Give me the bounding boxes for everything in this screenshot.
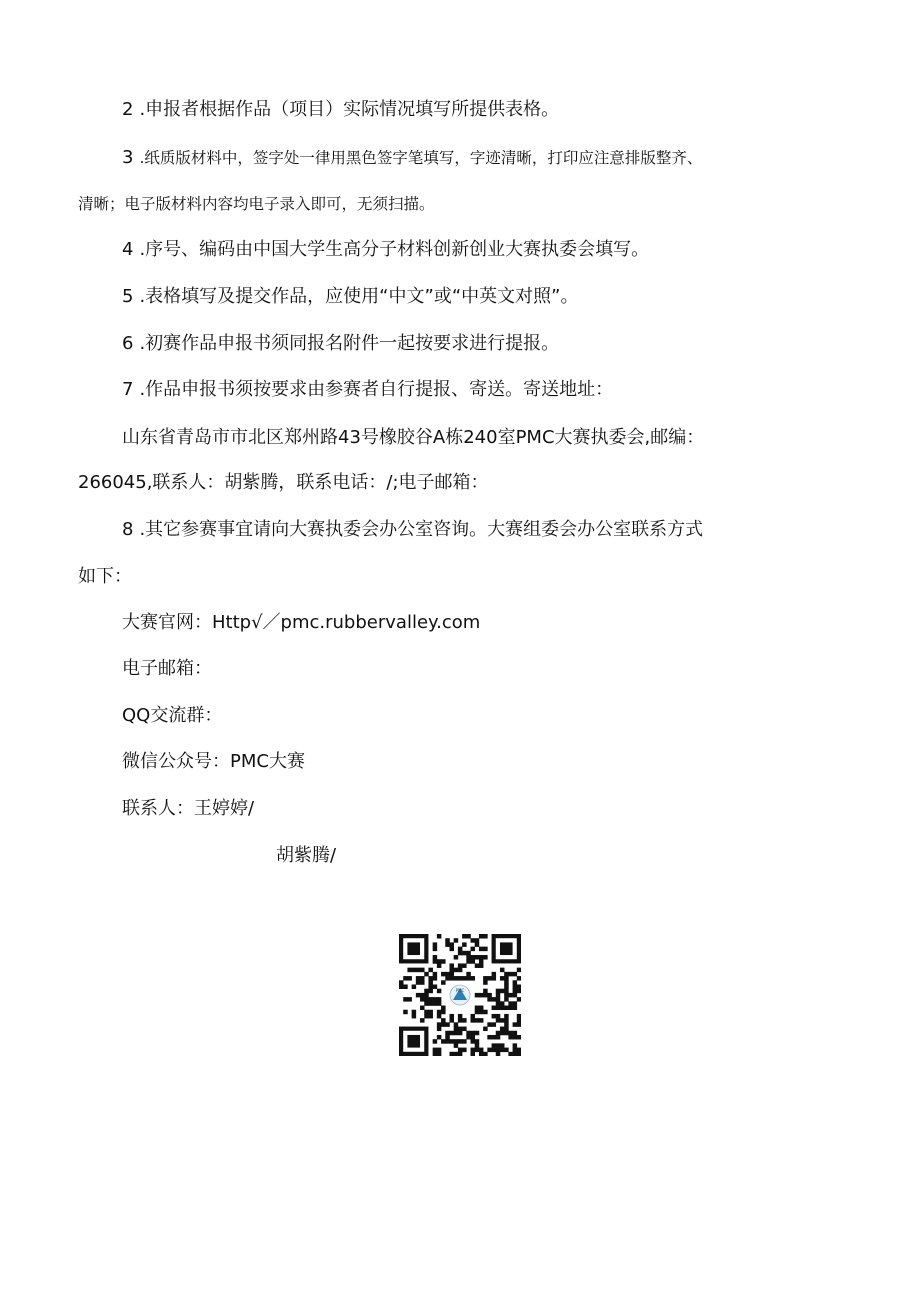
item-number: 4 — [122, 239, 134, 260]
item-text: .作品申报书须按要求由参赛者自行提报、寄送。寄送地址： — [139, 379, 614, 400]
qq-group-line: QQ交流群： — [122, 705, 223, 726]
item-3 — [122, 146, 702, 170]
item-6 — [122, 332, 559, 356]
item-8 — [122, 518, 703, 542]
address-line-1: 山东省青岛市市北区郑州路43号橡胶谷A栋240室PMC大赛执委会,邮编： — [122, 427, 705, 448]
item-text: .初赛作品申报书须同报名附件一起按要求进行提报。 — [139, 333, 560, 354]
item-number: 2 — [122, 99, 134, 120]
item-text: .表格填写及提交作品，应使用“中文”或“中英文对照”。 — [139, 286, 579, 307]
contact-person-1: 联系人：王婷婷/ — [122, 798, 255, 819]
item-text: .申报者根据作品（项目）实际情况填写所提供表格。 — [139, 99, 560, 120]
address-line-2: 266045,联系人：胡紫腾，联系电话：/;电子邮箱： — [78, 472, 489, 493]
item-number: 6 — [122, 333, 134, 354]
website-link[interactable]: 大赛官网：Http√／pmc.rubbervalley.com — [122, 612, 481, 633]
email-line: 电子邮箱： — [122, 658, 212, 679]
qr-logo-text: PMC — [455, 988, 465, 993]
item-text-continued: 如下： — [78, 566, 132, 587]
item-number: 7 — [122, 379, 134, 400]
item-number: 8 — [122, 519, 134, 540]
contact-person-2: 胡紫腾/ — [276, 845, 337, 866]
item-5 — [122, 285, 578, 309]
item-number: 3 — [122, 147, 134, 168]
wechat-line: 微信公众号：PMC大赛 — [122, 751, 305, 772]
qr-code — [399, 934, 521, 1056]
item-7 — [122, 378, 613, 402]
item-2 — [122, 98, 559, 122]
item-text: .纸质版材料中，签字处一律用黑色签字笔填写，字迹清晰，打印应注意排版整齐、 — [139, 149, 703, 167]
item-3-continuation — [78, 192, 435, 216]
item-text: .其它参赛事宜请向大赛执委会办公室咨询。大赛组委会办公室联系方式 — [139, 519, 704, 540]
item-8-continuation — [78, 565, 132, 589]
item-4 — [122, 238, 649, 262]
item-number: 5 — [122, 286, 134, 307]
item-text-continued: 清晰；电子版材料内容均电子录入即可，无须扫描。 — [78, 195, 435, 213]
qr-code-icon — [399, 934, 521, 1056]
item-text: .序号、编码由中国大学生高分子材料创新创业大赛执委会填写。 — [139, 239, 650, 260]
